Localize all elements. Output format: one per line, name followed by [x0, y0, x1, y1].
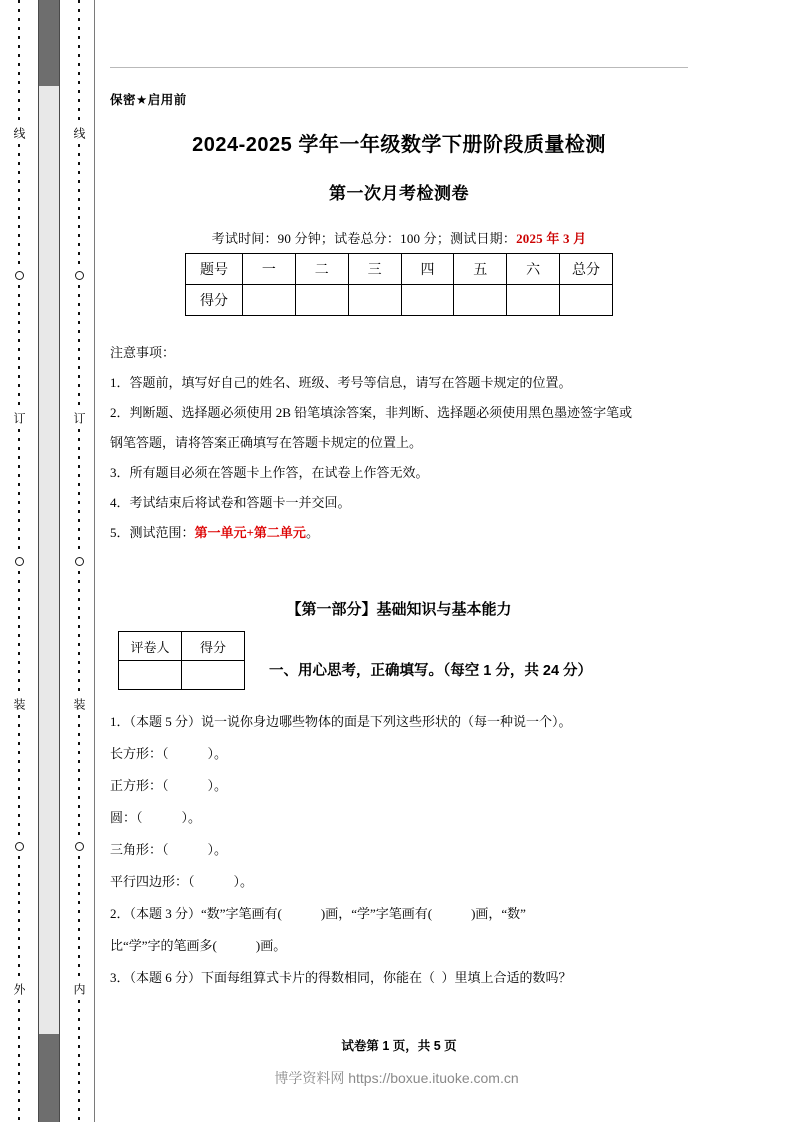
score-table-col-1: 二: [295, 254, 348, 285]
question-3: 3．（本题 6 分）下面每组算式卡片的得数相同，你能在（ ）里填上合适的数吗？: [110, 970, 572, 985]
section-title: 一、用心思考，正确填写。（每空 1 分，共 24 分）: [269, 663, 593, 679]
note-item-3: 3．所有题目必须在答题卡上作答，在试卷上作答无效。: [110, 465, 429, 480]
seal-circle-icon: [75, 842, 84, 851]
question-1-blank-triangle: 三角形：（ ）。: [110, 842, 228, 857]
seal-dotted-segment: [18, 144, 20, 266]
score-cell-3[interactable]: [401, 285, 454, 316]
note-item-5: [110, 518, 688, 548]
seal-gray-bar: [38, 0, 60, 1122]
seal-char-outer-1: 订: [12, 412, 26, 425]
score-table-row-label-0: 题号: [186, 254, 243, 285]
exam-date: 2025 年 3 月: [516, 231, 587, 246]
score-table-col-4: 五: [454, 254, 507, 285]
page-footer: 试卷第 1 页，共 5 页: [341, 1039, 457, 1053]
score-table-wrapper: [110, 253, 688, 316]
seal-column-outer: [6, 0, 32, 1122]
seal-dotted-segment: [18, 715, 20, 837]
page-title: 2024-2025 学年一年级数学下册阶段质量检测: [192, 134, 606, 156]
seal-dotted-segment: [78, 144, 80, 266]
exam-meta-prefix: 考试时间：90 分钟；试卷总分：100 分；测试日期：: [211, 231, 517, 246]
seal-dotted-segment: [18, 856, 20, 978]
seal-line-margin: [0, 0, 96, 1122]
seal-char-inner-1: 订: [72, 412, 86, 425]
table-row: [119, 661, 245, 690]
question-1: 1．（本题 5 分）说一说你身边哪些物体的面是下列这些形状的（每一种说一个）。: [110, 714, 572, 729]
seal-circle-icon: [75, 271, 84, 280]
score-cell-6[interactable]: [560, 285, 613, 316]
seal-char-inner-2: 装: [72, 697, 86, 710]
score-table-col-2: 三: [348, 254, 401, 285]
seal-column-inner: [66, 0, 92, 1122]
score-cell-0[interactable]: [243, 285, 296, 316]
grader-value-0[interactable]: [119, 661, 182, 690]
seal-circle-icon: [15, 842, 24, 851]
seal-circle-icon: [75, 557, 84, 566]
question-1-blank-rectangle: 长方形：（ ）。: [110, 746, 228, 761]
page-subtitle: 第一次月考检测卷: [329, 184, 469, 203]
seal-circle-icon: [15, 271, 24, 280]
question-1-blank-parallelogram: 平行四边形：（ ）。: [110, 874, 254, 889]
seal-dotted-segment: [18, 429, 20, 551]
score-cell-4[interactable]: [454, 285, 507, 316]
watermark: 博学资料网 https://boxue.ituoke.com.cn: [274, 1070, 519, 1086]
score-table-col-3: 四: [401, 254, 454, 285]
seal-dotted-segment: [18, 0, 20, 122]
seal-char-inner-3: 内: [72, 982, 86, 995]
section-row: [110, 631, 688, 690]
table-row: [186, 254, 613, 285]
exam-meta-line: [110, 228, 688, 247]
score-table-col-6: 总分: [560, 254, 613, 285]
seal-char-inner-0: 线: [72, 127, 86, 140]
seal-dotted-segment: [78, 715, 80, 837]
exam-content: [110, 0, 688, 1122]
notes-title: 注意事项：: [110, 345, 176, 360]
score-table-col-0: 一: [243, 254, 296, 285]
grader-value-1[interactable]: [182, 661, 245, 690]
score-table: [185, 253, 613, 316]
score-table-row-label-1: 得分: [186, 285, 243, 316]
seal-dotted-segment: [18, 285, 20, 407]
seal-circle-icon: [15, 557, 24, 566]
grader-box: [118, 631, 245, 690]
note-item-2: 2．判断题、选择题必须使用 2B 铅笔填涂答案，非判断、选择题必须使用黑色墨迹签字笔或: [110, 405, 633, 420]
score-cell-1[interactable]: [295, 285, 348, 316]
note-item-2-cont: 钢笔答题，请将答案正确填写在答题卡规定的位置上。: [110, 435, 423, 450]
question-1-blank-circle: 圆：（ ）。: [110, 810, 202, 825]
seal-dotted-segment: [18, 1000, 20, 1122]
header-divider: [110, 67, 688, 68]
question-2: 2．（本题 3 分）“数”字笔画有( )画，“学”字笔画有( )画，“数”: [110, 906, 526, 921]
note-5-suffix: 。: [305, 525, 319, 540]
table-row: [186, 285, 613, 316]
seal-gray-bar-top-cap: [39, 0, 59, 86]
question-1-blank-square: 正方形：（ ）。: [110, 778, 228, 793]
seal-dotted-segment: [78, 856, 80, 978]
confidential-notice: 保密★启用前: [110, 93, 187, 107]
questions-list: [110, 706, 688, 994]
seal-dotted-segment: [78, 1000, 80, 1122]
note-item-1: 1．答题前，填写好自己的姓名、班级、考号等信息，请写在答题卡规定的位置。: [110, 375, 572, 390]
note-5-scope: 第一单元+第二单元: [194, 525, 306, 540]
score-cell-2[interactable]: [348, 285, 401, 316]
score-table-col-5: 六: [507, 254, 560, 285]
seal-dotted-segment: [78, 0, 80, 122]
seal-dotted-segment: [78, 571, 80, 693]
score-cell-5[interactable]: [507, 285, 560, 316]
margin-vertical-rule: [94, 0, 95, 1122]
seal-dotted-segment: [78, 429, 80, 551]
seal-dotted-segment: [78, 285, 80, 407]
note-item-4: 4．考试结束后将试卷和答题卡一并交回。: [110, 495, 351, 510]
seal-char-outer-0: 线: [12, 127, 26, 140]
part-heading: 【第一部分】基础知识与基本能力: [286, 601, 512, 618]
table-row: [119, 632, 245, 661]
grader-header-1: 得分: [182, 632, 245, 661]
note-5-prefix: 5．测试范围：: [110, 525, 195, 540]
seal-char-outer-3: 外: [12, 982, 26, 995]
notes-section: [110, 338, 688, 548]
seal-dotted-segment: [18, 571, 20, 693]
grader-header-0: 评卷人: [119, 632, 182, 661]
question-2-cont: 比“学”字的笔画多( )画。: [110, 938, 287, 953]
seal-char-outer-2: 装: [12, 697, 26, 710]
